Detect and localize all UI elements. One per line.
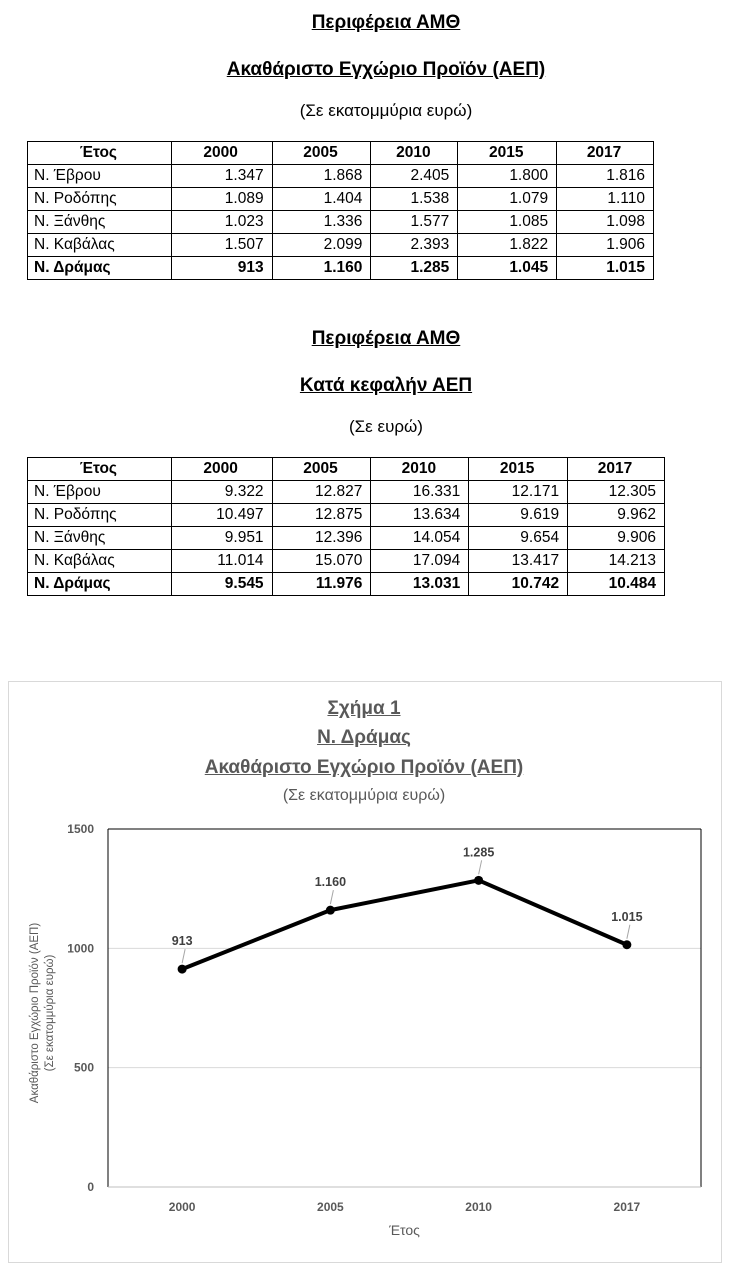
cell-value: 1.336 — [272, 211, 371, 234]
cell-value: 9.619 — [469, 504, 568, 527]
data-point — [474, 876, 483, 885]
row-prefecture-name: Ν. Έβρου — [28, 165, 172, 188]
cell-value: 913 — [171, 257, 272, 280]
cell-value: 10.484 — [568, 573, 665, 596]
y-tick-label: 1000 — [67, 941, 94, 956]
cell-value: 1.822 — [458, 234, 557, 257]
x-tick-label: 2010 — [465, 1200, 492, 1214]
x-tick-label: 2017 — [613, 1200, 641, 1214]
row-prefecture-name: Ν. Δράμας — [28, 257, 172, 280]
cell-value: 1.085 — [458, 211, 557, 234]
cell-value: 9.654 — [469, 527, 568, 550]
cell-value: 1.507 — [171, 234, 272, 257]
header-year: 2015 — [458, 142, 557, 165]
cell-value: 10.742 — [469, 573, 568, 596]
header-year: 2010 — [371, 142, 458, 165]
cell-value: 1.800 — [458, 165, 557, 188]
row-prefecture-name: Ν. Καβάλας — [28, 234, 172, 257]
cell-value: 2.405 — [371, 165, 458, 188]
cell-value: 9.962 — [568, 504, 665, 527]
header-year: 2000 — [171, 142, 272, 165]
chart-title-line-2: Ν. Δράμας — [317, 727, 411, 748]
cell-value: 1.816 — [557, 165, 654, 188]
cell-value: 2.099 — [272, 234, 371, 257]
cell-value: 1.079 — [458, 188, 557, 211]
cell-value: 11.014 — [171, 550, 272, 573]
cell-value: 1.098 — [557, 211, 654, 234]
data-label-leader — [330, 890, 333, 904]
row-prefecture-name: Ν. Ξάνθης — [28, 527, 172, 550]
header-year: 2000 — [171, 458, 272, 481]
data-label: 913 — [171, 934, 193, 949]
row-prefecture-name: Ν. Δράμας — [28, 573, 172, 596]
cell-value: 9.951 — [171, 527, 272, 550]
cell-value: 14.054 — [371, 527, 469, 550]
cell-value: 1.285 — [371, 257, 458, 280]
x-axis-title: Έτος — [389, 1222, 420, 1238]
header-year: 2017 — [557, 142, 654, 165]
header-year: 2015 — [469, 458, 568, 481]
x-tick-label: 2000 — [168, 1200, 196, 1214]
cell-value: 1.015 — [557, 257, 654, 280]
data-label-leader — [479, 860, 482, 874]
header-year: 2017 — [568, 458, 665, 481]
data-label-leader — [627, 925, 630, 939]
cell-value: 12.171 — [469, 481, 568, 504]
cell-value: 1.160 — [272, 257, 371, 280]
chart-title-line-1: Σχήμα 1 — [327, 698, 401, 719]
cell-value: 12.875 — [272, 504, 371, 527]
cell-value: 1.023 — [171, 211, 272, 234]
table1-unit: (Σε εκατομμύρια ευρώ) — [299, 101, 473, 120]
chart-subtitle: (Σε εκατομμύρια ευρώ) — [282, 787, 446, 804]
data-point — [326, 906, 335, 915]
row-prefecture-name: Ν. Καβάλας — [28, 550, 172, 573]
cell-value: 9.545 — [171, 573, 272, 596]
cell-value: 12.827 — [272, 481, 371, 504]
cell-value: 16.331 — [371, 481, 469, 504]
cell-value: 1.347 — [171, 165, 272, 188]
cell-value: 15.070 — [272, 550, 371, 573]
row-prefecture-name: Ν. Ροδόπης — [28, 188, 172, 211]
cell-value: 2.393 — [371, 234, 458, 257]
table2-region-heading: Περιφέρεια ΑΜΘ — [311, 328, 461, 349]
y-axis-subtitle: (Σε εκατομμύρια ευρώ) — [44, 954, 56, 1072]
header-year-label: Έτος — [28, 458, 172, 481]
cell-value: 9.906 — [568, 527, 665, 550]
cell-value: 13.031 — [371, 573, 469, 596]
cell-value: 1.538 — [371, 188, 458, 211]
row-prefecture-name: Ν. Ροδόπης — [28, 504, 172, 527]
data-point — [622, 940, 631, 949]
cell-value: 13.634 — [371, 504, 469, 527]
cell-value: 14.213 — [568, 550, 665, 573]
cell-value: 17.094 — [371, 550, 469, 573]
chart-title-line-3: Ακαθάριστο Εγχώριο Προϊόν (ΑΕΠ) — [204, 757, 524, 778]
table1-title: Ακαθάριστο Εγχώριο Προϊόν (ΑΕΠ) — [226, 59, 546, 80]
cell-value: 12.396 — [272, 527, 371, 550]
data-label: 1.015 — [611, 909, 643, 924]
table2-title: Κατά κεφαλήν ΑΕΠ — [299, 375, 473, 396]
cell-value: 12.305 — [568, 481, 665, 504]
cell-value: 11.976 — [272, 573, 371, 596]
table1-region-heading: Περιφέρεια ΑΜΘ — [311, 12, 461, 33]
cell-value: 1.577 — [371, 211, 458, 234]
x-tick-label: 2005 — [317, 1200, 344, 1214]
header-year: 2005 — [272, 458, 371, 481]
y-tick-label: 500 — [73, 1060, 94, 1075]
cell-value: 1.868 — [272, 165, 371, 188]
cell-value: 1.906 — [557, 234, 654, 257]
row-prefecture-name: Ν. Ξάνθης — [28, 211, 172, 234]
data-label-leader — [182, 949, 185, 963]
data-label: 1.160 — [314, 875, 347, 890]
series-line — [182, 880, 627, 969]
cell-value: 1.045 — [458, 257, 557, 280]
cell-value: 13.417 — [469, 550, 568, 573]
header-year: 2005 — [272, 142, 371, 165]
cell-value: 1.089 — [171, 188, 272, 211]
row-prefecture-name: Ν. Έβρου — [28, 481, 172, 504]
data-label: 1.285 — [462, 845, 495, 860]
y-tick-label: 0 — [87, 1180, 94, 1194]
header-year: 2010 — [371, 458, 469, 481]
table2-unit: (Σε ευρώ) — [349, 417, 423, 436]
header-year-label: Έτος — [28, 142, 172, 165]
y-axis-title: Ακαθάριστο Εγχώριο Προϊόν (ΑΕΠ) — [29, 922, 41, 1104]
cell-value: 1.110 — [557, 188, 654, 211]
cell-value: 1.404 — [272, 188, 371, 211]
cell-value: 9.322 — [171, 481, 272, 504]
y-tick-label: 1500 — [67, 822, 94, 836]
data-point — [178, 965, 187, 974]
cell-value: 10.497 — [171, 504, 272, 527]
